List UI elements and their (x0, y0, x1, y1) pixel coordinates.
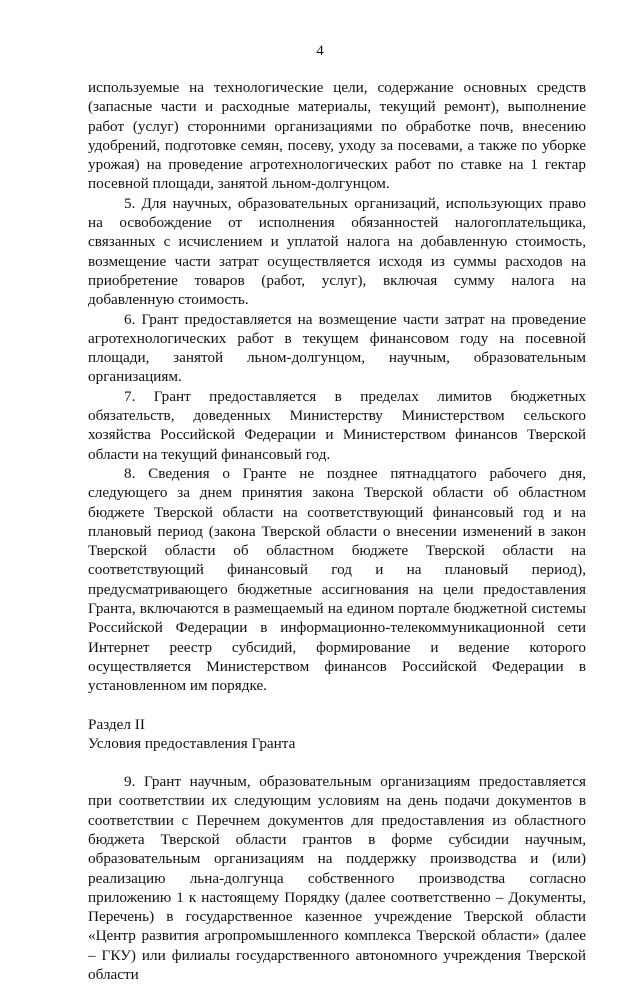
section-title: Условия предоставления Гранта (88, 734, 296, 752)
document-body (88, 78, 586, 984)
section-number: Раздел II (88, 715, 145, 733)
paragraph-7: 7. Грант предоставляется в пределах лимитов бюджетных обязательств, доведенных Министерству Министерством сельского хозяйства Российской Федерации и Министерством финансов Тверской области на текущий финансовый год. (88, 387, 586, 463)
page-number: 4 (316, 43, 324, 59)
paragraph-8: 8. Сведения о Гранте не позднее пятнадцатого рабочего дня, следующего за днем принятия закона Тверской области об областном бюджете Тверской области на соответствующий финансовый год и на плановый период (закона Тверской области о внесении изменений в закон Тверской области об областном бюджете Тверской области на соответствующий финансовый год и на плановый период), предусматривающего бюджетные ассигнования на цели предоставления Гранта, включаются в размещаемый на едином портале бюджетной системы Российской Федерации в информационно-телекоммуникационной сети Интернет реестр субсидий, формирование и ведение которого осуществляется Министерством финансов Российской Федерации в установленном им порядке. (88, 464, 586, 695)
paragraph-5: 5. Для научных, образовательных организаций, использующих право на освобождение от исполнения обязанностей налогоплательщика, связанных с исчислением и уплатой налога на добавленную стоимость, возмещение части затрат осуществляется исходя из суммы расходов на приобретение товаров (работ, услуг), включая сумму налога на добавленную стоимость. (88, 194, 586, 309)
paragraph-9: 9. Грант научным, образовательным организациям предоставляется при соответствии их следующим условиям на день подачи документов в соответствии с Перечнем документов для предоставления из областного бюджета Тверской области грантов в форме субсидии научным, образовательным организациям на поддержку производства и (или) реализацию льна-долгунца собственного производства согласно приложению 1 к настоящему Порядку (далее соответственно – Документы, Перечень) в государственное казенное учреждение Тверской области «Центр развития агропромышленного комплекса Тверской области» (далее – ГКУ) или филиалы государственного автономного учреждения Тверской области (88, 773, 586, 984)
paragraph-continuation: используемые на технологические цели, содержание основных средств (запасные части и расходные материалы, текущий ремонт), выполнение работ (услуг) сторонними организациями по обработке почв, внесению удобрений, подготовке семян, посеву, уходу за посевами, а также по уборке урожая) на проведение агротехнологических работ по ставке на 1 гектар посевной площади, занятой льном-долгунцом. (88, 79, 586, 193)
paragraph-6: 6. Грант предоставляется на возмещение части затрат на проведение агротехнологических работ в текущем финансовом году на посевной площади, занятой льном-долгунцом, научным, образовательным организациям. (88, 310, 586, 386)
